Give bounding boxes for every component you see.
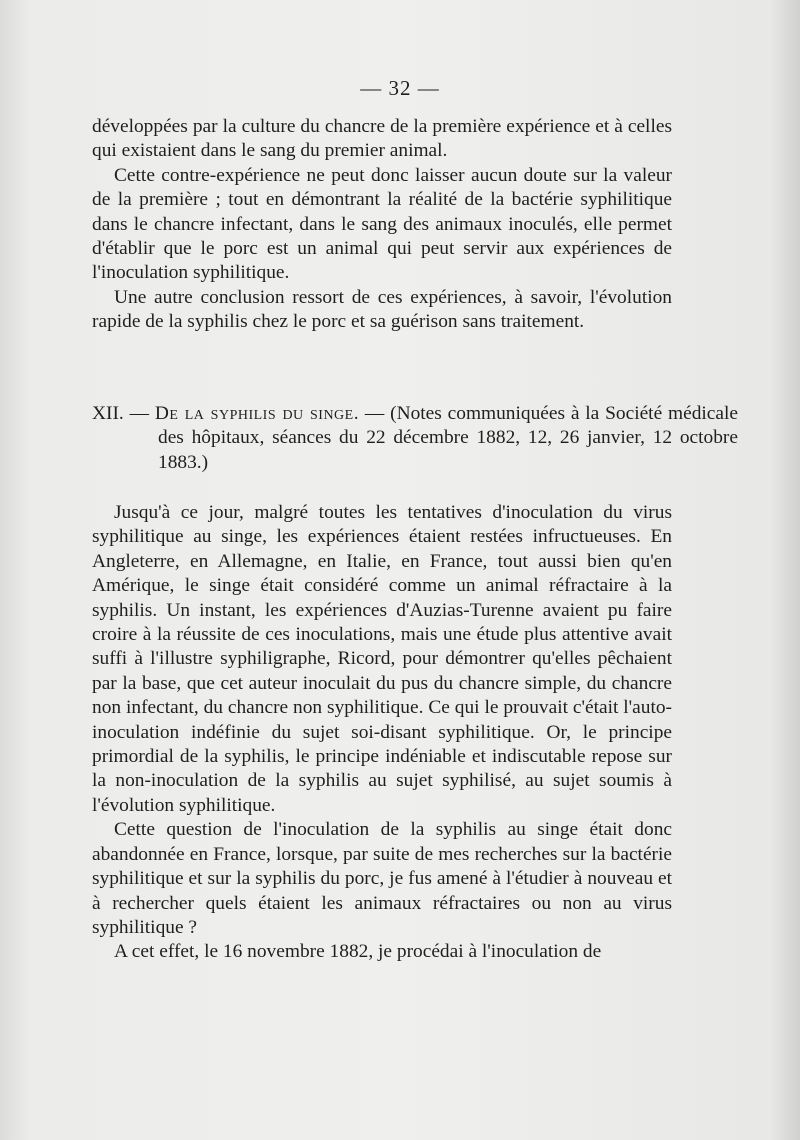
paragraph-6: A cet effet, le 16 novembre 1882, je procédai à l'inoculation de: [114, 941, 602, 963]
section-note: (Notes communiquées à la Société médicale des hôpitaux, séances du 22 décembre 1882, 12, 26 janvier, 12 octobre 1883.): [158, 403, 738, 473]
paragraph-4: Jusqu'à ce jour, malgré toutes les tentatives d'inoculation du virus syphilitique au singe, les expériences étaient restées infructueuses. En Angleterre, en Allemagne, en Italie, en France, tout aussi bien qu'en Amérique, le singe était considéré comme un animal réfractaire à la syphilis. Un instant, les expériences d'Auzias-Turenne avaient pu faire croire à la réussite de ces inoculations, mais une étude plus attentive avait suffi à l'illustre syphiligraphe, Ricord, pour démontrer qu'elles pêchaient par la base, que cet auteur inoculait du pus du chancre simple, du chancre non infectant, du chancre non syphilitique. Ce qui le prouvait c'était l'auto-inoculation indéfinie du sujet soi-disant syphilitique. Or, le principe primordial de la syphilis, le principe indéniable et indiscutable repose sur la non-inoculation de la syphilis au sujet syphilisé, au sujet soumis à l'évolution syphilitique.: [92, 502, 672, 816]
text-block-bottom: [92, 501, 672, 965]
section-title: De la syphilis du singe.: [154, 403, 360, 424]
section-dash-2: —: [364, 403, 385, 424]
paragraph-2: Cette contre-expérience ne peut donc laisser aucun doute sur la valeur de la première ; tout en démontrant la réalité de la bactérie syphilitique dans le chancre infectant, dans le sang des animaux inoculés, elle permet d'établir que le porc est un animal qui peut servir aux expériences de l'inoculation syphilitique.: [92, 164, 672, 284]
section-heading: [92, 402, 738, 475]
paragraph-5: Cette question de l'inoculation de la syphilis au singe était donc abandonnée en France, lorsque, par suite de mes recherches sur la bactérie syphilitique et sur la syphilis du porc, je fus amené à l'étudier à nouveau et à rechercher quels étaient les animaux réfractaires ou non au virus syphilitique ?: [92, 819, 672, 938]
page-number: — 32 —: [360, 76, 440, 100]
text-block-top: [92, 115, 672, 335]
section-dash-1: —: [129, 403, 149, 424]
paragraph-1: développées par la culture du chancre de la première expérience et à celles qui existaient dans le sang du premier animal.: [92, 116, 672, 162]
paragraph-3: Une autre conclusion ressort de ces expériences, à savoir, l'évolution rapide de la syphilis chez le porc et sa guérison sans traitement.: [92, 286, 672, 333]
section-numeral: XII.: [92, 403, 124, 424]
